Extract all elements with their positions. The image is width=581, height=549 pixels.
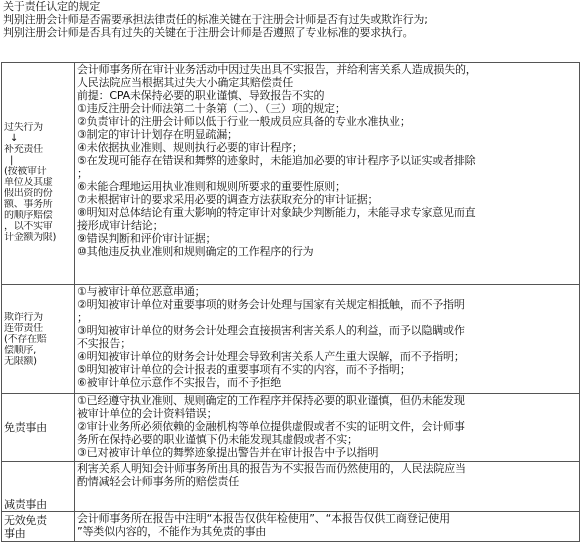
invalid-label-2: 事由: [4, 526, 26, 540]
header: [3, 0, 579, 39]
exempt-line: ②审计业务所必须依赖的金融机构等单位提供虚假或者不实的证明文件，会计师事: [77, 420, 465, 433]
fault-label-9: 的顺序赔偿: [4, 210, 53, 221]
header-line-1: 判别注册会计师是否需要承担法律责任的标准关键在于注册会计师是否有过失或欺诈行为;: [3, 13, 428, 26]
fraud-line: ②明知被审计单位对重要事项的财务会计处理与国家有关规定相抵触，而不予指明: [77, 298, 465, 311]
row-reduce: [2, 462, 580, 512]
reduce-label: 减责事由: [4, 498, 47, 511]
fault-line: ③制定的审计计划存在明显疏漏；: [77, 128, 238, 141]
fraud-label-5: 无限额): [4, 355, 37, 367]
fault-line: ；: [77, 167, 88, 180]
exempt-line: ①已经遵守执业准则、规则确定的工作程序并保持必要的职业谨慎，但仍未能发现: [77, 394, 465, 407]
liability-table: [1, 62, 580, 542]
reduce-line: 酌情减轻会计师事务所的赔偿责任: [77, 475, 239, 488]
fault-label-5: (按被审计: [4, 166, 47, 177]
fault-label-10: ，以不实审: [4, 221, 53, 232]
fraud-label-cell: [2, 285, 75, 394]
fraud-label-1: 欺诈行为: [4, 311, 43, 323]
fault-line: ⑨错误判断和评价审计证据；: [77, 232, 217, 245]
fault-line: ⑤在发现可能存在错误和舞弊的迹象时，未能追加必要的审计程序予以证实或者排除: [77, 154, 476, 167]
fault-line: ④未依据执业准则、规则执行必要的审计程序；: [77, 141, 303, 154]
row-fault: [2, 63, 580, 285]
fault-label-3: 补充责任: [4, 144, 43, 155]
exempt-label-cell: [2, 394, 75, 462]
invalid-line: 会计师事务所在报告中注明“本报告仅供年检使用”、“本报告仅供工商登记使用: [77, 512, 450, 525]
fraud-line: 不实报告；: [77, 337, 131, 350]
reduce-content-cell: [75, 462, 580, 512]
fraud-line: ⑥被审计单位示意作不实报告，而不予拒绝: [77, 376, 282, 389]
fault-line: ⑥未能合理地运用执业准则和规则所要求的重要性原则；: [77, 180, 346, 193]
exempt-content-cell: [75, 394, 580, 462]
invalid-label-1: 无效免责: [4, 513, 47, 527]
fraud-line: ④明知被审计单位的财务会计处理会导致利害关系人产生重大误解，而不予指明；: [77, 350, 465, 363]
fault-line: 会计师事务所在审计业务活动中因过失出具不实报告，并给利害关系人造成损失的，: [77, 63, 477, 76]
fault-label-8: 额、事务所: [4, 199, 53, 210]
fault-line: ⑧明知对总体结论有重大影响的特定审计对象缺少判断能力，未能寻求专家意见而直: [77, 206, 476, 219]
exempt-line: 被审计单位的会计资料错误；: [77, 407, 218, 420]
fault-line: ②负责审计的注册会计师以低于行业一般成员应具备的专业水准执业；: [77, 115, 411, 128]
fault-line: ⑦未根据审计的要求采用必要的调查方法获取充分的审计证据；: [77, 193, 379, 206]
reduce-line: 利害关系人明知会计师事务所出具的报告为不实报告而仍然使用的，人民法院应当: [77, 462, 466, 475]
reduce-label-cell: [2, 462, 75, 512]
fault-label-2: ↓: [10, 133, 19, 144]
fault-content-cell: [75, 63, 580, 285]
fault-label-11: 计金额为限): [4, 232, 57, 243]
invalid-line: ”等类似内容的，不能作为其免责的事由: [77, 525, 267, 538]
fraud-line: ⑤明知被审计单位的会计报表的重要事项有不实的内容，而不予指明；: [77, 363, 411, 376]
fraud-line: ；: [77, 311, 88, 324]
fault-label-cell: [2, 63, 75, 285]
row-invalid: [2, 512, 580, 542]
fraud-line: ③明知被审计单位的财务会计处理会直接损害利害关系人的利益，而予以隐瞒或作: [77, 324, 465, 337]
fault-line: 前提：CPA未保持必要的职业谨慎、导致报告不实的: [77, 89, 325, 102]
fault-line: 接形成审计结论；: [77, 219, 164, 232]
fault-line: ①违反注册会计师法第二十条第（二）、（三）项的规定；: [77, 102, 346, 115]
fault-label-7: 假出资的份: [4, 188, 53, 199]
invalid-content-cell: [75, 512, 580, 542]
exempt-line: ③已对被审计单位的舞弊迹象提出警告并在审计报告中予以指明: [77, 446, 379, 459]
fraud-label-2: 连带责任: [4, 322, 43, 334]
exempt-line: 务所在保持必要的职业谨慎下仍未能发现其虚假或者不实；: [77, 433, 358, 446]
fault-line: 人民法院应当根据其过失大小确定其赔偿责任: [77, 76, 293, 89]
header-title: 关于责任认定的规定: [3, 0, 101, 13]
fraud-content-cell: [75, 285, 580, 394]
row-fraud: [2, 285, 580, 394]
fraud-label-3: (不存在赔: [4, 333, 47, 345]
header-line-2: 判别注册会计师是否具有过失的关键在于注册会计师是否遵照了专业标准的要求执行。: [3, 26, 414, 39]
fault-label-4: |: [10, 155, 14, 166]
row-exempt: [2, 394, 580, 462]
fraud-label-4: 偿顺序,: [4, 344, 36, 356]
exempt-label: 免责事由: [4, 421, 47, 434]
fraud-line: ①与被审计单位恶意串通；: [77, 285, 206, 298]
fault-label-1: 过失行为: [4, 122, 43, 133]
fault-line: ⑩其他违反执业准则和规则确定的工作程序的行为: [77, 245, 314, 258]
fault-label-6: 单位及其虚: [4, 177, 53, 188]
invalid-label-cell: [2, 512, 75, 542]
